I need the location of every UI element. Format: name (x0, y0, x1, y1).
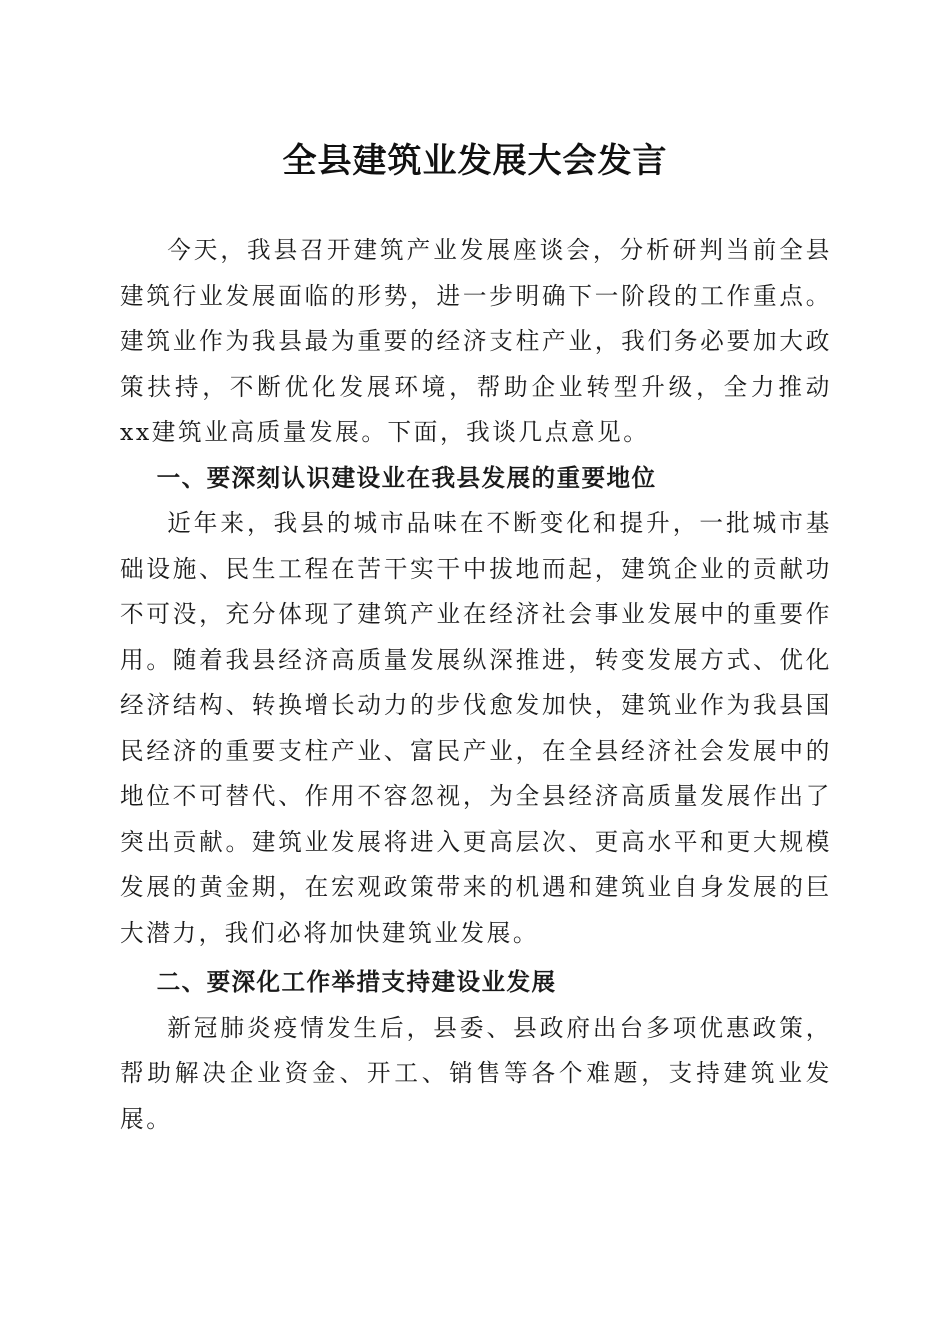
section-paragraph-1: 近年来，我县的城市品味在不断变化和提升，一批城市基础设施、民生工程在苦干实干中拔地而起，建筑企业的贡献功不可没，充分体现了建筑产业在经济社会事业发展中的重要作用。随着我县经济高质量发展纵深推进，转变发展方式、优化经济结构、转换增长动力的步伐愈发加快，建筑业作为我县国民经济的重要支柱产业、富民产业，在全县经济社会发展中的地位不可替代、作用不容忽视，为全县经济高质量发展作出了突出贡献。建筑业发展将进入更高层次、更高水平和更大规模发展的黄金期，在宏观政策带来的机遇和建筑业自身发展的巨大潜力，我们必将加快建筑业发展。 (120, 509, 832, 947)
section-heading-2: 二、要深化工作举措支持建设业发展 (156, 968, 557, 996)
document-title: 全县建筑业发展大会发言 (282, 141, 668, 181)
section-heading-1: 一、要深刻认识建设业在我县发展的重要地位 (156, 463, 657, 492)
intro-paragraph: 今天，我县召开建筑产业发展座谈会，分析研判当前全县建筑行业发展面临的形势，进一步明确下一阶段的工作重点。建筑业作为我县最为重要的经济支柱产业，我们务必要加大政策扶持，不断优化发展环境，帮助企业转型升级，全力推动xx建筑业高质量发展。下面，我谈几点意见。 (120, 236, 832, 446)
section-paragraph-2: 新冠肺炎疫情发生后，县委、县政府出台多项优惠政策，帮助解决企业资金、开工、销售等各个难题，支持建筑业发展。 (120, 1013, 832, 1133)
document-body (120, 228, 832, 1142)
